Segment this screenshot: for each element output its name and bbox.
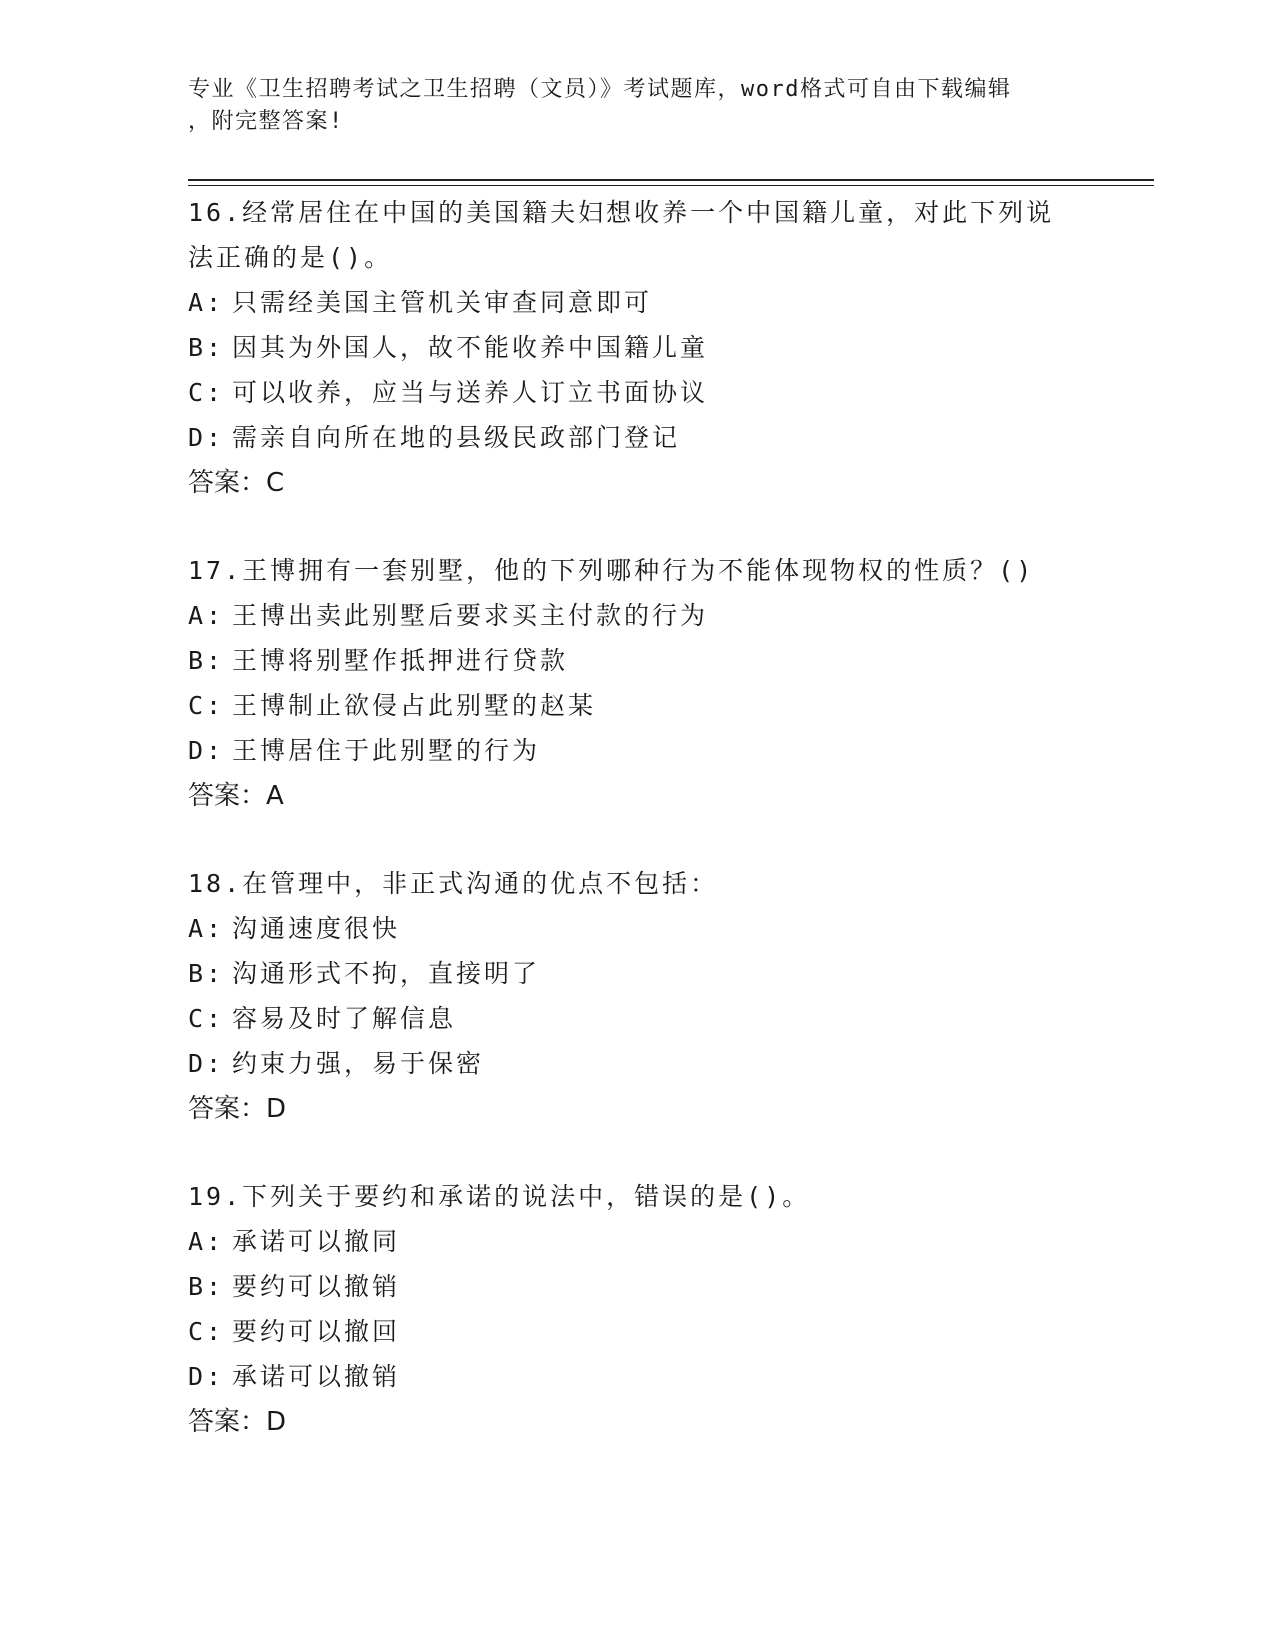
option-key: B: bbox=[188, 646, 225, 675]
answer-line: 答案：C bbox=[188, 468, 285, 498]
option-text: 王博居住于此别墅的行为 bbox=[232, 736, 541, 765]
option-key: B: bbox=[188, 959, 225, 988]
option-d bbox=[188, 728, 1088, 773]
option-key: C: bbox=[188, 1004, 225, 1033]
option-text: 只需经美国主管机关审查同意即可 bbox=[232, 288, 653, 317]
question-stem: 16.经常居住在中国的美国籍夫妇想收养一个中国籍儿童，对此下列说 bbox=[188, 198, 1055, 227]
option-text: 王博将别墅作抵押进行贷款 bbox=[232, 646, 569, 675]
option-c bbox=[188, 683, 1088, 728]
option-text: 沟通形式不拘，直接明了 bbox=[232, 959, 541, 988]
option-c bbox=[188, 370, 1088, 415]
option-b bbox=[188, 1264, 1088, 1309]
option-d bbox=[188, 1354, 1088, 1399]
option-c bbox=[188, 1309, 1088, 1354]
option-text: 因其为外国人，故不能收养中国籍儿童 bbox=[232, 333, 709, 362]
question-stem: 18.在管理中，非正式沟通的优点不包括： bbox=[188, 869, 719, 898]
option-a bbox=[188, 906, 1088, 951]
question-19 bbox=[188, 1174, 1088, 1445]
option-a bbox=[188, 1219, 1088, 1264]
option-text: 王博制止欲侵占此别墅的赵某 bbox=[232, 691, 597, 720]
question-18 bbox=[188, 861, 1088, 1132]
option-a bbox=[188, 593, 1088, 638]
option-key: D: bbox=[188, 736, 225, 765]
question-16 bbox=[188, 190, 1088, 506]
option-text: 可以收养，应当与送养人订立书面协议 bbox=[232, 378, 709, 407]
option-key: A: bbox=[188, 288, 225, 317]
question-17 bbox=[188, 548, 1088, 819]
document-header bbox=[188, 74, 1088, 138]
option-a bbox=[188, 280, 1088, 325]
option-key: B: bbox=[188, 1272, 225, 1301]
answer-line: 答案：A bbox=[188, 781, 284, 811]
option-text: 要约可以撤回 bbox=[232, 1317, 401, 1346]
question-stem-continued: 法正确的是()。 bbox=[188, 243, 393, 272]
answer-line: 答案：D bbox=[188, 1094, 287, 1124]
option-text: 沟通速度很快 bbox=[232, 914, 401, 943]
option-key: C: bbox=[188, 691, 225, 720]
header-divider-thick bbox=[188, 179, 1154, 181]
option-text: 约束力强，易于保密 bbox=[232, 1049, 485, 1078]
option-key: C: bbox=[188, 1317, 225, 1346]
option-text: 王博出卖此别墅后要求买主付款的行为 bbox=[232, 601, 709, 630]
question-list bbox=[188, 190, 1088, 1487]
header-line-1: 专业《卫生招聘考试之卫生招聘（文员）》考试题库，word格式可自由下载编辑 bbox=[188, 77, 1012, 102]
option-key: A: bbox=[188, 601, 225, 630]
answer-line: 答案：D bbox=[188, 1407, 287, 1437]
option-key: D: bbox=[188, 1362, 225, 1391]
option-text: 要约可以撤销 bbox=[232, 1272, 401, 1301]
option-b bbox=[188, 325, 1088, 370]
option-text: 承诺可以撤销 bbox=[232, 1362, 401, 1391]
header-divider-thin bbox=[188, 185, 1154, 186]
option-key: A: bbox=[188, 914, 225, 943]
option-text: 容易及时了解信息 bbox=[232, 1004, 457, 1033]
question-stem: 19.下列关于要约和承诺的说法中，错误的是()。 bbox=[188, 1182, 811, 1211]
option-b bbox=[188, 951, 1088, 996]
option-key: C: bbox=[188, 378, 225, 407]
option-c bbox=[188, 996, 1088, 1041]
option-b bbox=[188, 638, 1088, 683]
option-d bbox=[188, 415, 1088, 460]
option-key: B: bbox=[188, 333, 225, 362]
option-text: 承诺可以撤同 bbox=[232, 1227, 401, 1256]
question-stem: 17.王博拥有一套别墅，他的下列哪种行为不能体现物权的性质？() bbox=[188, 556, 1035, 585]
header-line-2: ，附完整答案! bbox=[188, 109, 344, 134]
option-d bbox=[188, 1041, 1088, 1086]
option-key: A: bbox=[188, 1227, 225, 1256]
option-key: D: bbox=[188, 423, 225, 452]
option-key: D: bbox=[188, 1049, 225, 1078]
option-text: 需亲自向所在地的县级民政部门登记 bbox=[232, 423, 681, 452]
